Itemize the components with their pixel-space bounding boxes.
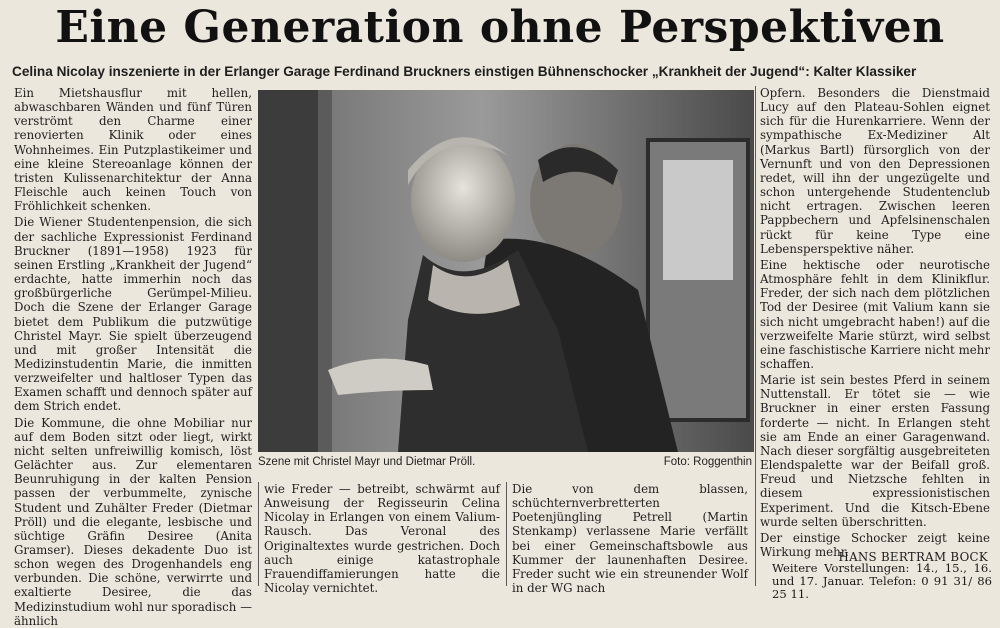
paragraph: Marie ist sein bestes Pferd in seinem Nuttenstall. Er tötet sie — wie Bruckner in einer ersten Fassung forderte — nicht. In Erlangen steht sie am Ende an einer Garagenwand. Nach dieser sorgfältig ausgebreiteten Elendspalette war der Beifall groß. Freud und Nietzsche fehlten in diesem expressionistischen Experiment. Und die Kitsch-Ebene wurde selten überschritten.: [760, 373, 990, 529]
column-divider: [258, 482, 259, 586]
paragraph: Die Kommune, die ohne Mobiliar nur auf dem Boden sitzt oder liegt, wirkt nicht selten unfreiwillig komisch, löst Gelächter aus. Zur elementaren Beunruhigung in der kalten Pension passen der verbummelte, zynische Student und Zuhälter Freder (Dietmar Pröll) und die elegante, lesbische und süchtige Gräfin Desiree (Anita Gramser). Dieses dekadente Duo ist schon wegen des Drogenhandels eng verbunden. Die schöne, verwirrte und exaltierte Desiree, die das Medizinstudium wohl nur sporadisch — ähnlich: [14, 415, 252, 628]
paragraph: Die Wiener Studentenpension, die sich der sachliche Expressionist Ferdinand Bruckner (1891—1958) 1923 für seinen Erstling „Krankheit der Jugend“ erdachte, hatte immerhin noch das großbürgerliche Gerümpel-Milieu. Doch die Szene der Erlanger Garage bietet dem Publikum die putzwütige Christel Mayr. Sie spielt überzeugend und mit großer Intensität die Medizinstudentin Marie, die inmitten verzweifelter und haltloser Typen das Examen schafft und dennoch später auf dem Strich endet.: [14, 215, 253, 414]
article-column-1: [14, 86, 253, 628]
subtitle: Celina Nicolay inszenierte in der Erlanger Garage Ferdinand Bruckners einstigen Bühnenschocker „Krankheit der Jugend“: Kalter Klassiker: [12, 64, 917, 79]
photo-caption: Szene mit Christel Mayr und Dietmar Pröll.: [258, 456, 476, 468]
headline: Eine Generation ohne Perspektiven: [55, 2, 945, 53]
performance-dates-note: Weitere Vorstellungen: 14., 15., 16. und 17. Januar. Telefon: 0 91 31/ 86 25 11.: [772, 561, 992, 601]
paragraph: Die von dem blassen, schüchternverbretterten Poetenjüngling Petrell (Martin Stenkamp) verlassene Marie verfällt bei einer Gemeinschaftsbowle aus Kummer der launenhaften Desiree. Freder sucht wie ein streunender Wolf in der WG nach: [512, 482, 748, 596]
paragraph: Der einstige Schocker zeigt keine Wirkung mehr.: [760, 530, 990, 559]
photo-credit: Foto: Roggenthin: [663, 456, 752, 468]
column-divider: [755, 86, 756, 586]
article-column-3: [512, 482, 748, 596]
article-column-2: [264, 482, 500, 596]
paragraph: Opfern. Besonders die Dienstmaid Lucy auf den Plateau-Sohlen eignet sich für die Hurenkarriere. Wenn der sympathische Ex-Mediziner Alt (Markus Bartl) fürsorglich von der Vernunft und von den Depressionen redet, will ihn der ungezügelte und schon untergehende Studentenclub nicht ertragen. Zwischen leeren Pappbechern und Apfelsinenschalen rückt für keine Type eine Lebensperspektive näher.: [760, 86, 990, 256]
paragraph: Eine hektische oder neurotische Atmosphäre fehlt in dem Klinikflur. Freder, der sich nach dem plötzlichen Tod der Desiree (mit Valium kann sie sich nicht umgebracht haben!) auf die verzweifelte Marie stürzt, wird selbst eine faschistische Karriere nicht mehr schaffen.: [760, 257, 990, 371]
column-divider: [506, 482, 507, 586]
scene-photo: [258, 90, 754, 452]
scene-photo-illustration: [258, 90, 754, 452]
paragraph: wie Freder — betreibt, schwärmt auf Anweisung der Regisseurin Celina Nicolay in Erlangen von einem Valium-Rausch. Das Veronal des Originaltextes wurde gestrichen. Doch auch einige katastrophale Frauendiffamierungen hatte die Nicolay vernichtet.: [264, 482, 500, 596]
paragraph: Ein Mietshausflur mit hellen, abwaschbaren Wänden und fünf Türen verströmt den Charme einer renovierten Klinik oder eines Wohnheimes. Ein Putzplastikeimer und eine kleine Stereoanlage können der tristen Kulissenarchitektur der Anna Fleischle auch keinen Touch von Fröhlichkeit schenken.: [14, 86, 252, 214]
author-byline: HANS BERTRAM BOCK: [838, 550, 988, 564]
